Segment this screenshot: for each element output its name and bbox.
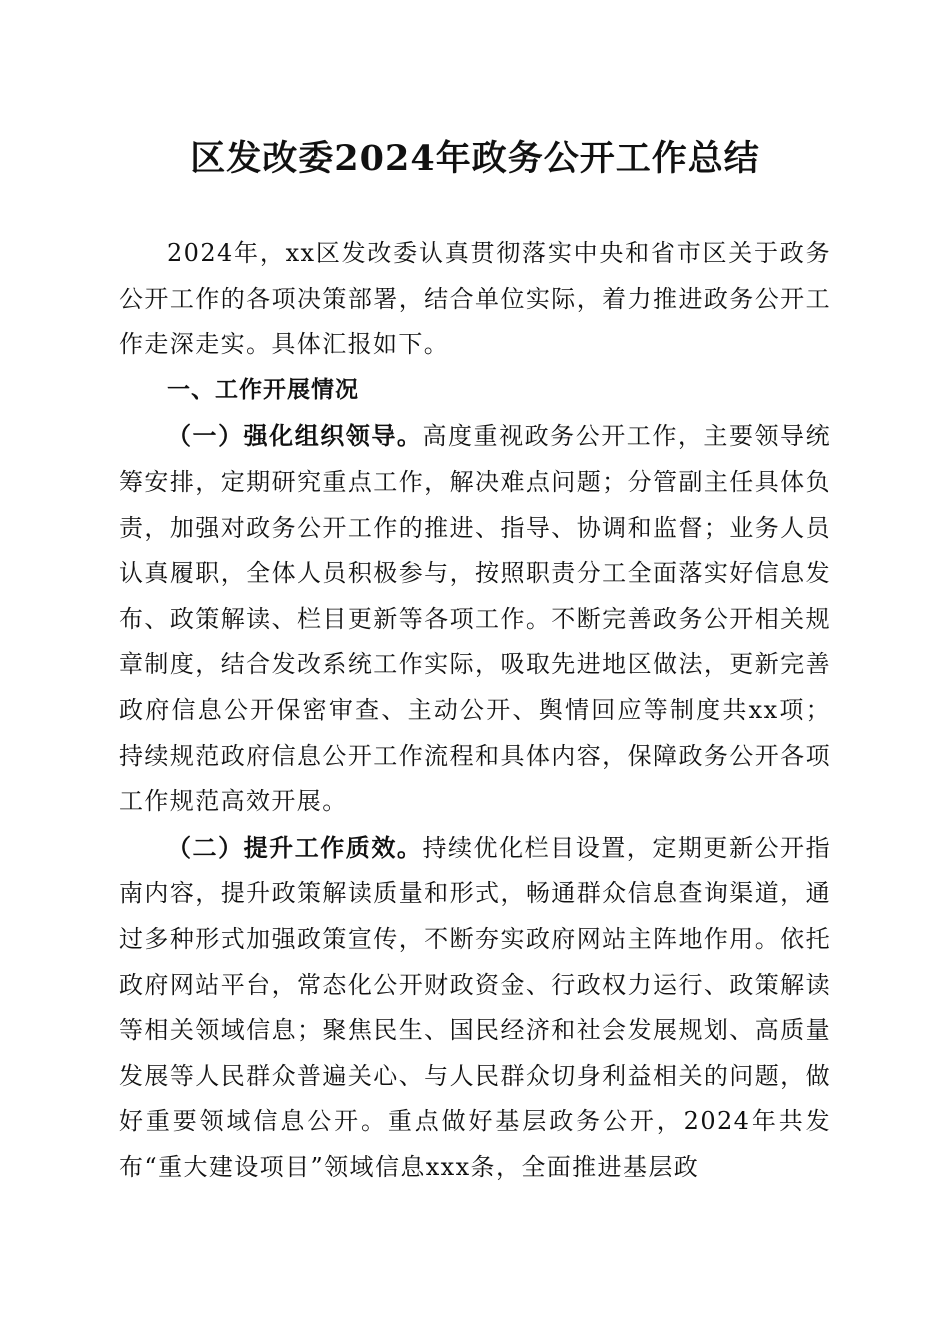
- item-lead-1: （一）强化组织领导。: [167, 421, 423, 451]
- section-heading: 一、工作开展情况: [167, 376, 359, 403]
- intro-paragraph: 2024年，xx区发改委认真贯彻落实中央和省市区关于政务公开工作的各项决策部署，结合单位实际，着力推进政务公开工作走深走实。具体汇报如下。: [119, 239, 831, 359]
- document-title: 区发改委2024年政务公开工作总结: [190, 138, 760, 179]
- item-text-2: 持续优化栏目设置，定期更新公开指南内容，提升政策解读质量和形式，畅通群众信息查询渠道，通过多种形式加强政策宣传，不断夯实政府网站主阵地作用。依托政府网站平台，常态化公开财政资金、行政权力运行、政策解读等相关领域信息；聚焦民生、国民经济和社会发展规划、高质量发展等人民群众普遍关心、与人民群众切身利益相关的问题，做好重要领域信息公开。重点做好基层政务公开，2024年共发布“重大建设项目”领域信息xxx条，全面推进基层政: [119, 833, 831, 1181]
- item-paragraph-1: [119, 413, 831, 824]
- item-lead-2: （二）提升工作质效。: [167, 832, 423, 862]
- document-body: [119, 231, 831, 1190]
- item-paragraph-2: [119, 825, 831, 1191]
- item-text-1: 高度重视政务公开工作，主要领导统筹安排，定期研究重点工作，解决难点问题；分管副主任具体负责，加强对政务公开工作的推进、指导、协调和监督；业务人员认真履职，全体人员积极参与，按照职责分工全面落实好信息发布、政策解读、栏目更新等各项工作。不断完善政务公开相关规章制度，结合发改系统工作实际，吸取先进地区做法，更新完善政府信息公开保密审查、主动公开、舆情回应等制度共xx项；持续规范政府信息公开工作流程和具体内容，保障政务公开各项工作规范高效开展。: [119, 422, 831, 816]
